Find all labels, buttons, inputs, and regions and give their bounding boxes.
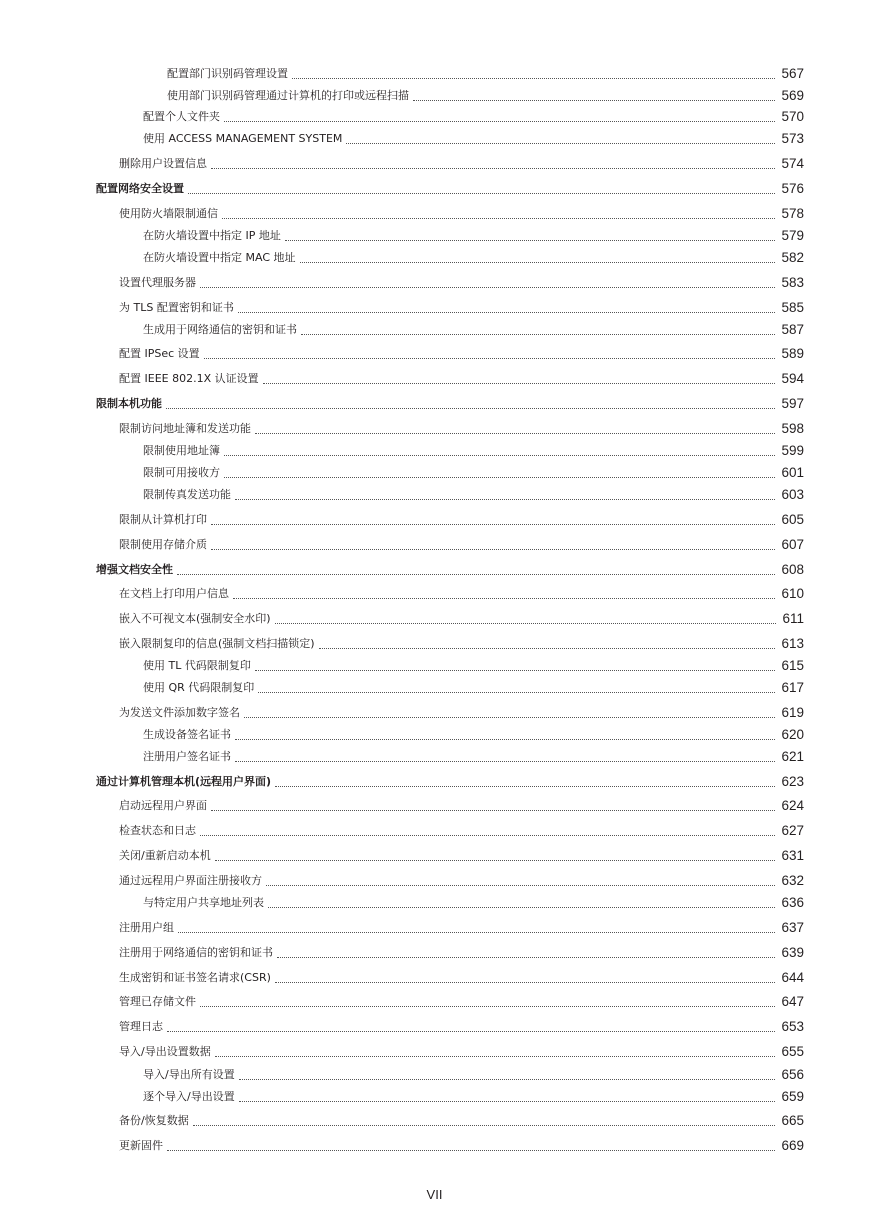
dot-leader [235,760,775,762]
toc-entry-title: 关闭/重新启动本机 [119,849,211,862]
toc-entry-page: 598 [781,421,804,436]
toc-entry[interactable] [119,871,804,891]
toc-entry-page: 615 [781,658,804,673]
toc-entry-page: 644 [781,970,804,985]
toc-entry-page: 587 [781,322,804,337]
dot-leader [215,859,776,861]
toc-entry-page: 617 [781,680,804,695]
toc-entry-page: 621 [781,749,804,764]
toc-entry-title: 配置网络安全设置 [96,182,184,195]
toc-entry-title: 检查状态和日志 [119,824,196,837]
toc-entry[interactable] [143,1065,804,1085]
dot-leader [177,573,775,575]
dot-leader [238,311,776,313]
toc-entry-title: 注册用于网络通信的密钥和证书 [119,946,273,959]
toc-entry[interactable] [143,1087,804,1107]
toc-entry-page: 613 [781,636,804,651]
toc-entry-page: 589 [781,346,804,361]
toc-entry-page: 665 [781,1113,804,1128]
dot-leader [413,99,775,101]
toc-entry-page: 601 [781,465,804,480]
toc-entry-title: 限制访问地址簿和发送功能 [119,422,251,435]
dot-leader [167,1030,775,1032]
dot-leader [258,691,775,693]
toc-entry-page: 608 [781,562,804,577]
toc-entry-title: 配置个人文件夹 [143,110,220,123]
dot-leader [255,432,775,434]
dot-leader [167,1149,775,1151]
dot-leader [266,884,775,886]
toc-entry-title: 嵌入不可视文本(强制安全水印) [119,612,271,625]
toc-entry-title: 限制可用接收方 [143,466,220,479]
toc-entry[interactable] [143,678,804,698]
dot-leader [233,597,775,599]
toc-entry-title: 设置代理服务器 [119,276,196,289]
toc-entry-page: 594 [781,371,804,386]
dot-leader [224,454,775,456]
toc-entry-page: 623 [781,774,804,789]
toc-entry[interactable] [119,1042,804,1062]
toc-entry[interactable] [143,656,804,676]
dot-leader [211,809,775,811]
dot-leader [235,498,775,500]
toc-entry-title: 配置部门识别码管理设置 [167,67,288,80]
toc-entry-page: 647 [781,994,804,1009]
dot-leader [239,1100,776,1102]
toc-entry-title: 增强文档安全性 [96,563,173,576]
toc-entry[interactable] [143,129,804,149]
toc-entry-title: 配置 IEEE 802.1X 认证设置 [119,372,259,385]
toc-entry-page: 669 [781,1138,804,1153]
dot-leader [244,716,775,718]
toc-entry-page: 610 [781,586,804,601]
toc-entry-page: 567 [781,66,804,81]
toc-entry-title: 配置 IPSec 设置 [119,347,200,360]
toc-entry[interactable] [119,419,804,439]
dot-leader [200,286,775,288]
toc-entry[interactable] [96,560,804,580]
dot-leader [268,906,775,908]
dot-leader [255,669,776,671]
toc-entry-title: 逐个导入/导出设置 [143,1090,235,1103]
dot-leader [200,1005,775,1007]
toc-entry[interactable] [119,344,804,364]
toc-entry[interactable] [143,441,804,461]
toc-entry-title: 在文档上打印用户信息 [119,587,229,600]
toc-entry-title: 嵌入限制复印的信息(强制文档扫描锁定) [119,637,315,650]
dot-leader [215,1055,776,1057]
toc-entry[interactable] [96,772,804,792]
dot-leader [211,167,775,169]
toc-entry-title: 生成用于网络通信的密钥和证书 [143,323,297,336]
toc-entry-page: 659 [781,1089,804,1104]
dot-leader [275,785,775,787]
toc-entry[interactable] [143,320,804,340]
toc-entry-page: 611 [782,611,804,626]
toc-entry-title: 使用防火墙限制通信 [119,207,218,220]
toc-entry-title: 使用 QR 代码限制复印 [143,681,255,694]
toc-entry-page: 632 [781,873,804,888]
toc-entry-title: 更新固件 [119,1139,163,1152]
toc-entry-page: 607 [781,537,804,552]
dot-leader [275,622,777,624]
toc-entry[interactable] [119,1017,804,1037]
toc-entry-title: 注册用户签名证书 [143,750,231,763]
toc-entry[interactable] [143,725,804,745]
dot-leader [222,217,775,219]
toc-entry[interactable] [119,298,804,318]
dot-leader [188,192,775,194]
dot-leader [292,77,775,79]
toc-entry-page: 599 [781,443,804,458]
toc-entry-page: 653 [781,1019,804,1034]
toc-entry[interactable] [167,86,804,106]
toc-entry-title: 为 TLS 配置密钥和证书 [119,301,234,314]
toc-entry[interactable] [119,1136,804,1156]
toc-entry-page: 656 [781,1067,804,1082]
toc-entry-page: 585 [781,300,804,315]
toc-entry-title: 导入/导出设置数据 [119,1045,211,1058]
toc-entry-page: 639 [781,945,804,960]
toc-entry-title: 限制使用存储介质 [119,538,207,551]
dot-leader [204,357,776,359]
toc-entry[interactable] [143,248,804,268]
toc-entry[interactable] [119,943,804,963]
toc-entry-title: 备份/恢复数据 [119,1114,189,1127]
toc-entry-title: 通过计算机管理本机(远程用户界面) [96,775,272,788]
toc-entry[interactable] [119,992,804,1012]
toc-entry-title: 注册用户组 [119,921,174,934]
dot-leader [275,981,776,983]
toc-entry-page: 582 [781,250,804,265]
dot-leader [277,956,775,958]
toc-entry[interactable] [119,968,804,988]
toc-entry-page: 620 [781,727,804,742]
dot-leader [211,523,775,525]
dot-leader [224,476,775,478]
toc-entry-page: 627 [781,823,804,838]
toc-entry-title: 使用部门识别码管理通过计算机的打印或远程扫描 [167,89,409,102]
dot-leader [193,1124,776,1126]
toc-entry-title: 限制传真发送功能 [143,488,231,501]
toc-entry[interactable] [143,485,804,505]
toc-entry-title: 导入/导出所有设置 [143,1068,235,1081]
toc-entry-page: 605 [781,512,804,527]
toc-entry-title: 在防火墙设置中指定 IP 地址 [143,229,281,242]
toc-entry-page: 619 [781,705,804,720]
toc-entry[interactable] [143,226,804,246]
toc-entry[interactable] [119,703,804,723]
toc-entry[interactable] [119,846,804,866]
dot-leader [301,333,775,335]
dot-leader [319,647,776,649]
toc-entry-page: 636 [781,895,804,910]
toc-entry-title: 生成密钥和证书签名请求(CSR) [119,971,271,984]
toc-entry[interactable] [119,609,804,629]
toc-entry-page: 603 [781,487,804,502]
dot-leader [166,407,775,409]
toc-entry-title: 限制本机功能 [96,397,162,410]
toc-entry[interactable] [119,918,804,938]
dot-leader [239,1078,776,1080]
toc-entry-page: 655 [781,1044,804,1059]
toc-entry[interactable] [119,634,804,654]
toc-entry-page: 573 [781,131,804,146]
toc-entry-page: 578 [781,206,804,221]
toc-entry[interactable] [143,107,804,127]
toc-entry-page: 624 [781,798,804,813]
dot-leader [211,548,775,550]
dot-leader [235,738,775,740]
toc-entry[interactable] [96,394,804,414]
toc-entry-title: 通过远程用户界面注册接收方 [119,874,262,887]
dot-leader [200,834,775,836]
dot-leader [178,931,775,933]
toc-entry-page: 574 [781,156,804,171]
dot-leader [224,120,775,122]
dot-leader [263,382,776,384]
toc-entry[interactable] [119,369,804,389]
toc-entry[interactable] [96,179,804,199]
toc-entry-title: 限制使用地址簿 [143,444,220,457]
toc-entry-page: 579 [781,228,804,243]
toc-entry[interactable] [143,463,804,483]
toc-entry[interactable] [167,64,804,84]
toc-entry[interactable] [119,204,804,224]
toc-entry[interactable] [119,584,804,604]
toc-entry-title: 在防火墙设置中指定 MAC 地址 [143,251,296,264]
toc-entry-page: 570 [781,109,804,124]
toc-entry-page: 637 [781,920,804,935]
page-number-footer: VII [426,1187,443,1202]
toc-entry[interactable] [119,510,804,530]
toc-entry[interactable] [119,154,804,174]
toc-entry-page: 576 [781,181,804,196]
toc-entry-title: 为发送文件添加数字签名 [119,706,240,719]
toc-entry-title: 生成设备签名证书 [143,728,231,741]
toc-entry-page: 597 [781,396,804,411]
toc-entry-title: 限制从计算机打印 [119,513,207,526]
toc-entry[interactable] [143,893,804,913]
toc-entry-title: 管理日志 [119,1020,163,1033]
toc-entry[interactable] [119,273,804,293]
toc-entry[interactable] [119,535,804,555]
toc-entry-title: 与特定用户共享地址列表 [143,896,264,909]
toc-entry-title: 删除用户设置信息 [119,157,207,170]
toc-entry-title: 使用 TL 代码限制复印 [143,659,251,672]
toc-entry-title: 使用 ACCESS MANAGEMENT SYSTEM [143,132,343,145]
dot-leader [300,261,776,263]
dot-leader [285,239,776,241]
toc-entry[interactable] [119,821,804,841]
toc-entry-title: 管理已存储文件 [119,995,196,1008]
toc-entry[interactable] [143,747,804,767]
toc-entry-page: 631 [781,848,804,863]
toc-entry[interactable] [119,1111,804,1131]
toc-entry[interactable] [119,796,804,816]
toc-entry-title: 启动远程用户界面 [119,799,207,812]
toc-entry-page: 583 [781,275,804,290]
toc-entry-page: 569 [781,88,804,103]
dot-leader [346,142,775,144]
